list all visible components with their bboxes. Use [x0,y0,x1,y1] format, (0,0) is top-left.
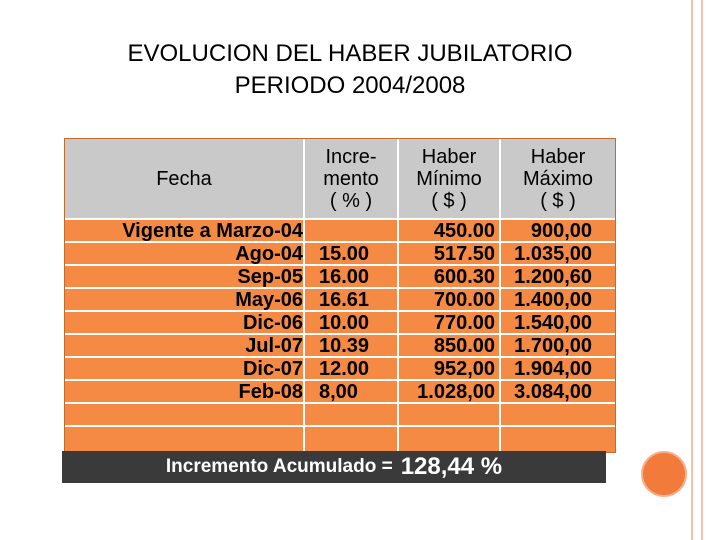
cell-minimo: 450.00 [433,220,495,242]
cumulative-increase-bar [62,451,606,483]
cell-incremento: 16.61 [319,289,370,311]
cell-fecha: Sep-05 [237,266,303,288]
header-minimo-line-3: ( $ ) [431,189,467,212]
column-divider [499,139,501,452]
pension-table [64,138,616,453]
cell-minimo: 770.00 [433,312,495,334]
cell-minimo: 1.028,00 [417,381,495,403]
decorative-circle [641,451,687,497]
header-maximo-line-2: Máximo [522,167,593,190]
header-incremento-line-3: ( % ) [329,189,373,212]
cell-fecha: Vigente a Marzo-04 [122,220,303,242]
cell-maximo: 1.400,00 [514,289,592,311]
title-line-2: PERIODO 2004/2008 [234,72,466,99]
slide-title [30,38,670,102]
header-maximo-line-1: Haber [530,145,586,168]
header-fecha [65,139,303,218]
cell-minimo: 952,00 [433,358,495,380]
cumulative-increase-value: 128,44 % [400,453,503,480]
cell-minimo: 700.00 [433,289,495,311]
cell-incremento: 10.39 [319,335,370,357]
cell-incremento [319,220,395,242]
header-maximo [501,139,615,218]
cell-incremento: 16.00 [319,266,370,288]
cell-maximo: 3.084,00 [514,381,592,403]
cell-fecha: Dic-06 [242,312,303,334]
cell-fecha: May-06 [235,289,303,311]
cell-minimo: 517.50 [433,243,495,265]
column-divider [303,139,305,452]
header-minimo-line-2: Mínimo [416,167,482,190]
cell-minimo: 850.00 [433,335,495,357]
cell-maximo: 1.035,00 [514,243,592,265]
cell-maximo: 1.904,00 [514,358,592,380]
cell-incremento: 8,00 [319,381,358,403]
cell-minimo: 600.30 [433,266,495,288]
cell-maximo: 900,00 [530,220,592,242]
cell-incremento: 12.00 [319,358,370,380]
header-fecha-label: Fecha [156,167,212,190]
header-incremento-line-1: Incre- [325,145,377,168]
header-minimo-line-1: Haber [421,145,477,168]
title-line-1: EVOLUCION DEL HABER JUBILATORIO [127,40,573,67]
cumulative-increase-label: Incremento Acumulado = [165,456,393,477]
decorative-line-left [691,0,693,540]
decorative-line-right [701,0,703,540]
header-incremento-line-2: mento [323,167,379,190]
cell-fecha: Feb-08 [238,381,303,403]
header-maximo-line-3: ( $ ) [540,189,576,212]
row-divider [65,425,615,427]
header-minimo [399,139,499,218]
cell-fecha: Dic-07 [242,358,303,380]
cell-maximo: 1.700,00 [514,335,592,357]
cell-maximo: 1.200,60 [514,266,592,288]
cell-incremento: 15.00 [319,243,370,265]
cell-incremento: 10.00 [319,312,370,334]
header-incremento [305,139,397,218]
cell-maximo: 1.540,00 [514,312,592,334]
cell-fecha: Jul-07 [245,335,303,357]
cell-fecha: Ago-04 [235,243,303,265]
